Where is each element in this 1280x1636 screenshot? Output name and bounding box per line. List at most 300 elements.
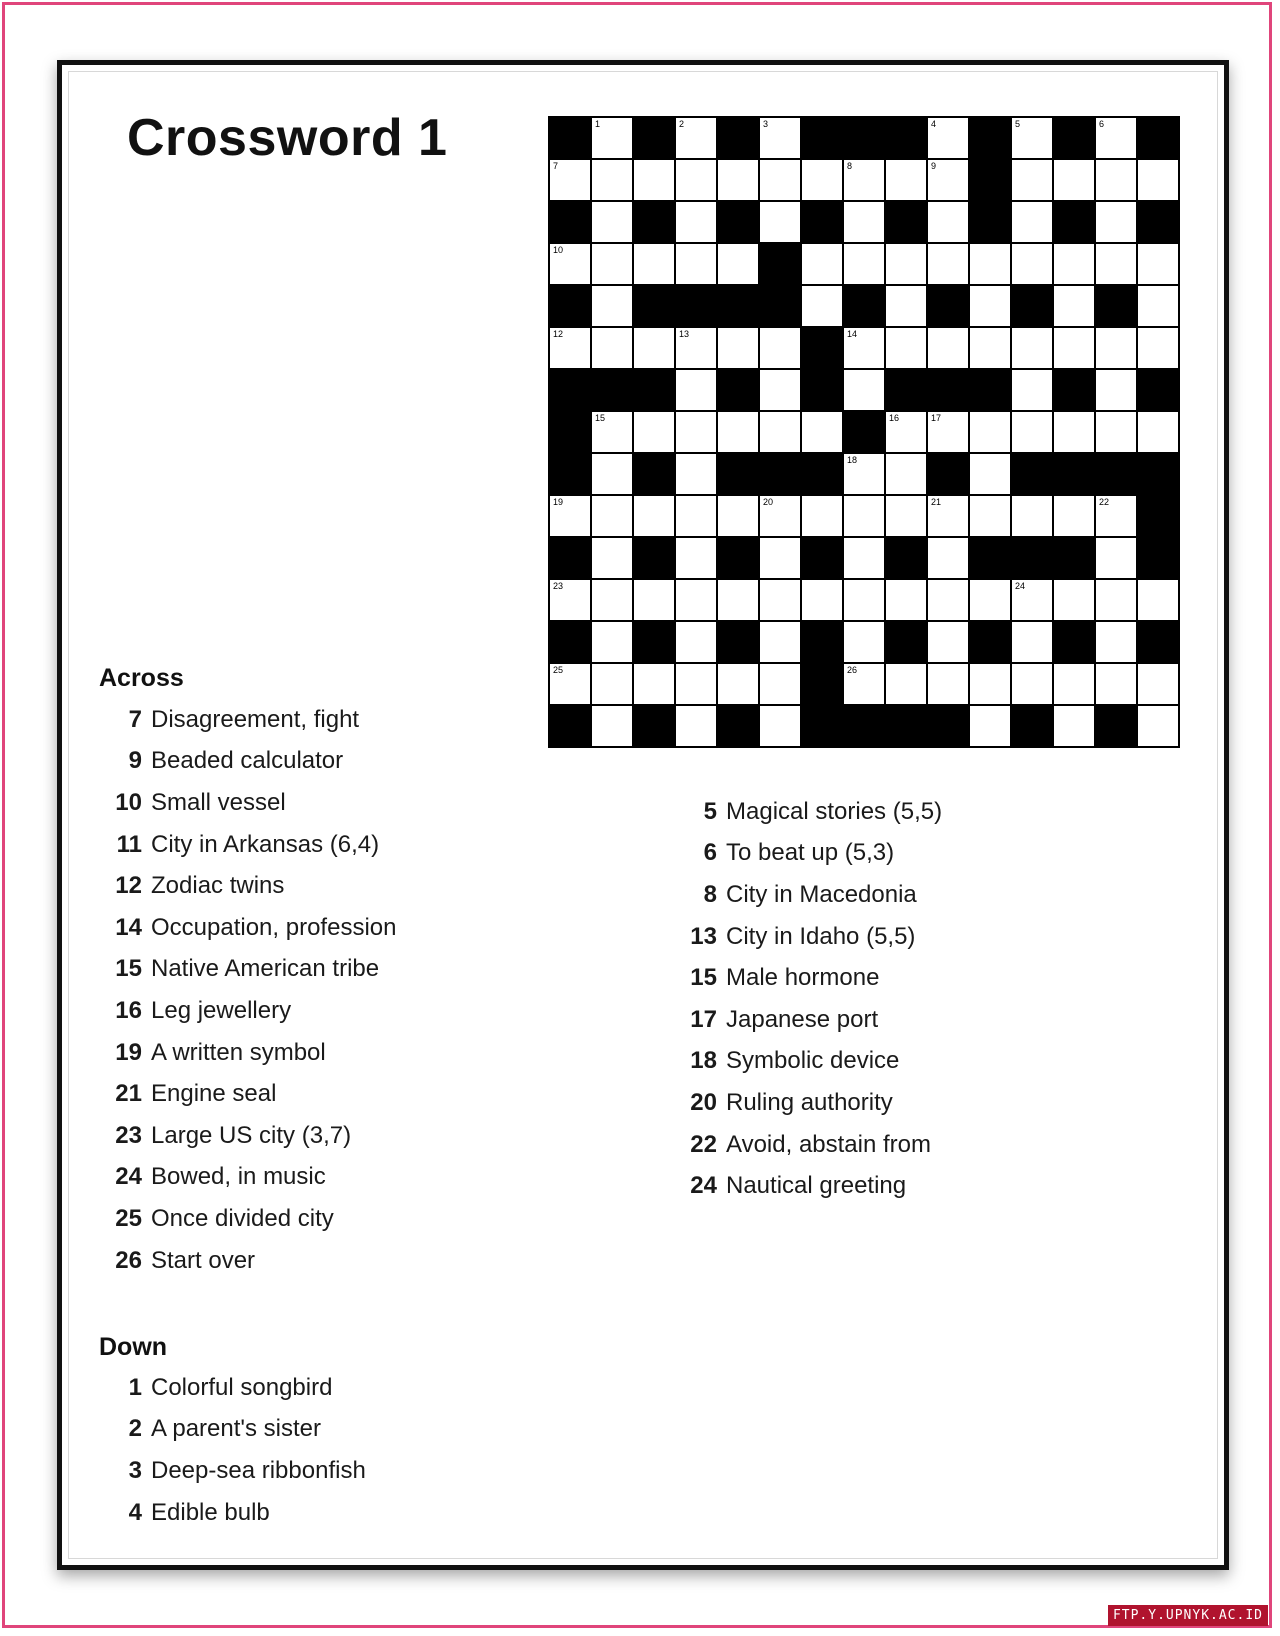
grid-clue-number: 12 — [553, 329, 564, 339]
grid-block-cell — [1137, 369, 1179, 411]
grid-answer-cell[interactable] — [1095, 243, 1137, 285]
clue-number: 24 — [115, 1163, 142, 1191]
grid-answer-cell[interactable] — [675, 369, 717, 411]
grid-answer-cell[interactable] — [1011, 201, 1053, 243]
grid-answer-cell[interactable] — [969, 663, 1011, 705]
grid-answer-cell[interactable] — [549, 159, 591, 201]
grid-answer-cell[interactable] — [1011, 369, 1053, 411]
clue-text: Deep-sea ribbonfish — [151, 1456, 366, 1484]
grid-block-cell — [927, 285, 969, 327]
grid-answer-cell[interactable] — [927, 537, 969, 579]
grid-answer-cell[interactable] — [675, 537, 717, 579]
grid-answer-cell[interactable] — [1137, 159, 1179, 201]
grid-answer-cell[interactable] — [843, 621, 885, 663]
grid-block-cell — [1011, 705, 1053, 747]
across-clue-list — [98, 699, 396, 1281]
clue-text: Start over — [151, 1246, 256, 1274]
grid-answer-cell[interactable] — [927, 411, 969, 453]
grid-answer-cell[interactable] — [927, 663, 969, 705]
grid-clue-number: 8 — [847, 161, 853, 171]
grid-answer-cell[interactable] — [843, 201, 885, 243]
grid-answer-cell[interactable] — [591, 663, 633, 705]
grid-answer-cell[interactable] — [591, 117, 633, 159]
grid-answer-cell[interactable] — [885, 285, 927, 327]
grid-answer-cell[interactable] — [633, 663, 675, 705]
clue-number: 9 — [128, 747, 142, 775]
grid-answer-cell[interactable] — [591, 537, 633, 579]
grid-block-cell — [1095, 453, 1137, 495]
grid-block-cell — [801, 537, 843, 579]
clue-number: 26 — [115, 1246, 142, 1274]
grid-answer-cell[interactable] — [675, 579, 717, 621]
grid-answer-cell[interactable] — [927, 117, 969, 159]
grid-answer-cell[interactable] — [969, 453, 1011, 495]
clue-item — [673, 1041, 942, 1083]
grid-answer-cell[interactable] — [759, 411, 801, 453]
down-heading: Down — [99, 1333, 168, 1361]
grid-answer-cell[interactable] — [885, 411, 927, 453]
grid-clue-number: 25 — [553, 665, 564, 675]
clue-item — [673, 791, 942, 833]
grid-block-cell — [969, 621, 1011, 663]
grid-answer-cell[interactable] — [843, 369, 885, 411]
grid-answer-cell[interactable] — [591, 579, 633, 621]
grid-answer-cell[interactable] — [885, 579, 927, 621]
clue-text: City in Idaho (5,5) — [726, 922, 916, 950]
grid-block-cell — [843, 285, 885, 327]
grid-block-cell — [801, 117, 843, 159]
clue-number: 1 — [128, 1373, 142, 1401]
grid-answer-cell[interactable] — [717, 579, 759, 621]
grid-answer-cell[interactable] — [591, 243, 633, 285]
across-heading: Across — [99, 664, 184, 692]
clue-number: 18 — [690, 1047, 717, 1075]
grid-answer-cell[interactable] — [1011, 243, 1053, 285]
grid-answer-cell[interactable] — [1011, 327, 1053, 369]
grid-answer-cell[interactable] — [633, 495, 675, 537]
grid-answer-cell[interactable] — [1095, 495, 1137, 537]
grid-block-cell — [717, 201, 759, 243]
grid-answer-cell[interactable] — [969, 705, 1011, 747]
clue-item — [673, 916, 942, 958]
clue-number: 24 — [690, 1172, 717, 1200]
grid-block-cell — [927, 453, 969, 495]
grid-answer-cell[interactable] — [927, 159, 969, 201]
clue-text: Ruling authority — [726, 1088, 893, 1116]
watermark-label: FTP.Y.UPNYK.AC.ID — [1108, 1605, 1268, 1626]
grid-answer-cell[interactable] — [675, 621, 717, 663]
grid-block-cell — [549, 201, 591, 243]
clue-number: 12 — [115, 872, 142, 900]
clue-text: A written symbol — [151, 1038, 326, 1066]
clue-number: 21 — [115, 1080, 142, 1108]
grid-block-cell — [1053, 621, 1095, 663]
grid-answer-cell[interactable] — [927, 327, 969, 369]
grid-block-cell — [549, 537, 591, 579]
grid-answer-cell[interactable] — [675, 705, 717, 747]
grid-block-cell — [927, 705, 969, 747]
grid-answer-cell[interactable] — [759, 621, 801, 663]
clue-number: 6 — [703, 839, 717, 867]
grid-answer-cell[interactable] — [591, 495, 633, 537]
grid-answer-cell[interactable] — [1095, 621, 1137, 663]
grid-answer-cell[interactable] — [885, 327, 927, 369]
clue-number: 10 — [115, 788, 142, 816]
grid-answer-cell[interactable] — [759, 369, 801, 411]
clue-item — [98, 1073, 396, 1115]
grid-answer-cell[interactable] — [885, 159, 927, 201]
grid-clue-number: 4 — [931, 119, 937, 129]
grid-answer-cell[interactable] — [591, 705, 633, 747]
grid-answer-cell[interactable] — [1095, 327, 1137, 369]
grid-answer-cell[interactable] — [927, 243, 969, 285]
grid-answer-cell[interactable] — [843, 159, 885, 201]
clue-text: Magical stories (5,5) — [726, 797, 943, 825]
clue-item — [98, 1198, 396, 1240]
grid-answer-cell[interactable] — [969, 285, 1011, 327]
clue-number: 5 — [703, 797, 717, 825]
clue-text: Large US city (3,7) — [151, 1121, 352, 1149]
grid-answer-cell[interactable] — [717, 243, 759, 285]
grid-block-cell — [801, 201, 843, 243]
clue-number: 25 — [115, 1204, 142, 1232]
grid-answer-cell[interactable] — [1137, 411, 1179, 453]
grid-answer-cell[interactable] — [675, 117, 717, 159]
clue-number: 14 — [115, 913, 142, 941]
grid-answer-cell[interactable] — [633, 243, 675, 285]
clue-text: Edible bulb — [151, 1498, 270, 1526]
grid-answer-cell[interactable] — [843, 663, 885, 705]
grid-block-cell — [1137, 495, 1179, 537]
grid-answer-cell[interactable] — [885, 495, 927, 537]
grid-block-cell — [1137, 453, 1179, 495]
grid-block-cell — [549, 117, 591, 159]
grid-block-cell — [633, 537, 675, 579]
grid-answer-cell[interactable] — [1011, 579, 1053, 621]
clue-item — [98, 1115, 396, 1157]
grid-block-cell — [717, 369, 759, 411]
grid-clue-number: 22 — [1099, 497, 1110, 507]
grid-answer-cell[interactable] — [927, 579, 969, 621]
clue-text: Avoid, abstain from — [726, 1130, 931, 1158]
grid-clue-number: 17 — [931, 413, 942, 423]
grid-block-cell — [969, 159, 1011, 201]
grid-answer-cell[interactable] — [1053, 663, 1095, 705]
grid-clue-number: 7 — [553, 161, 559, 171]
grid-block-cell — [1095, 705, 1137, 747]
grid-answer-cell[interactable] — [591, 621, 633, 663]
clue-number: 15 — [690, 964, 717, 992]
clue-number: 7 — [128, 705, 142, 733]
grid-answer-cell[interactable] — [801, 579, 843, 621]
grid-answer-cell[interactable] — [675, 201, 717, 243]
grid-block-cell — [717, 285, 759, 327]
clue-number: 17 — [690, 1005, 717, 1033]
grid-answer-cell[interactable] — [591, 453, 633, 495]
grid-answer-cell[interactable] — [591, 201, 633, 243]
clue-number: 20 — [690, 1088, 717, 1116]
grid-answer-cell[interactable] — [927, 621, 969, 663]
grid-answer-cell[interactable] — [1011, 411, 1053, 453]
grid-block-cell — [885, 369, 927, 411]
grid-answer-cell[interactable] — [1137, 243, 1179, 285]
clue-item — [98, 1157, 396, 1199]
grid-answer-cell[interactable] — [1137, 663, 1179, 705]
grid-answer-cell[interactable] — [675, 243, 717, 285]
grid-clue-number: 14 — [847, 329, 858, 339]
grid-clue-number: 20 — [763, 497, 774, 507]
grid-block-cell — [1053, 117, 1095, 159]
grid-answer-cell[interactable] — [969, 495, 1011, 537]
grid-answer-cell[interactable] — [633, 411, 675, 453]
grid-block-cell — [1011, 285, 1053, 327]
grid-block-cell — [759, 285, 801, 327]
clue-item — [98, 741, 396, 783]
clue-number: 3 — [128, 1456, 142, 1484]
grid-block-cell — [885, 621, 927, 663]
clue-item — [673, 874, 942, 916]
grid-clue-number: 1 — [595, 119, 601, 129]
grid-clue-number: 16 — [889, 413, 900, 423]
grid-answer-cell[interactable] — [1053, 411, 1095, 453]
clue-number: 19 — [115, 1038, 142, 1066]
grid-answer-cell[interactable] — [675, 453, 717, 495]
grid-answer-cell[interactable] — [759, 537, 801, 579]
grid-answer-cell[interactable] — [1137, 579, 1179, 621]
grid-answer-cell[interactable] — [1095, 537, 1137, 579]
grid-block-cell — [1137, 117, 1179, 159]
grid-answer-cell[interactable] — [759, 201, 801, 243]
grid-answer-cell[interactable] — [717, 411, 759, 453]
grid-block-cell — [549, 453, 591, 495]
grid-block-cell — [843, 411, 885, 453]
grid-answer-cell[interactable] — [1011, 621, 1053, 663]
grid-block-cell — [1053, 369, 1095, 411]
grid-answer-cell[interactable] — [969, 327, 1011, 369]
clue-number: 4 — [128, 1498, 142, 1526]
grid-block-cell — [801, 453, 843, 495]
grid-clue-number: 18 — [847, 455, 858, 465]
clue-text: Disagreement, fight — [151, 705, 360, 733]
grid-block-cell — [717, 453, 759, 495]
grid-block-cell — [885, 201, 927, 243]
grid-answer-cell[interactable] — [1053, 495, 1095, 537]
grid-clue-number: 10 — [553, 245, 564, 255]
grid-answer-cell[interactable] — [801, 243, 843, 285]
grid-answer-cell[interactable] — [969, 411, 1011, 453]
grid-answer-cell[interactable] — [633, 159, 675, 201]
clue-text: Engine seal — [151, 1080, 277, 1108]
grid-block-cell — [633, 621, 675, 663]
grid-answer-cell[interactable] — [759, 579, 801, 621]
grid-block-cell — [675, 285, 717, 327]
grid-block-cell — [549, 621, 591, 663]
grid-answer-cell[interactable] — [927, 495, 969, 537]
grid-answer-cell[interactable] — [843, 327, 885, 369]
clue-text: A parent's sister — [151, 1415, 321, 1443]
crossword-grid — [548, 116, 1180, 748]
grid-answer-cell[interactable] — [591, 285, 633, 327]
grid-answer-cell[interactable] — [549, 495, 591, 537]
grid-answer-cell[interactable] — [591, 411, 633, 453]
clue-text: Bowed, in music — [151, 1163, 326, 1191]
grid-answer-cell[interactable] — [1011, 117, 1053, 159]
clue-item — [673, 1165, 942, 1207]
grid-answer-cell[interactable] — [801, 159, 843, 201]
grid-block-cell — [843, 705, 885, 747]
clue-item — [673, 957, 942, 999]
grid-answer-cell[interactable] — [1053, 327, 1095, 369]
grid-answer-cell[interactable] — [843, 453, 885, 495]
grid-block-cell — [633, 705, 675, 747]
grid-answer-cell[interactable] — [1095, 159, 1137, 201]
clue-text: To beat up (5,3) — [726, 839, 895, 867]
grid-answer-cell[interactable] — [591, 159, 633, 201]
grid-answer-cell[interactable] — [843, 495, 885, 537]
grid-answer-cell[interactable] — [1137, 705, 1179, 747]
grid-answer-cell[interactable] — [1095, 369, 1137, 411]
grid-answer-cell[interactable] — [1137, 285, 1179, 327]
clue-item — [98, 699, 396, 741]
grid-answer-cell[interactable] — [801, 495, 843, 537]
grid-clue-number: 26 — [847, 665, 858, 675]
grid-answer-cell[interactable] — [1095, 117, 1137, 159]
grid-answer-cell[interactable] — [885, 453, 927, 495]
grid-answer-cell[interactable] — [927, 201, 969, 243]
clue-text: Nautical greeting — [726, 1172, 907, 1200]
clue-item — [98, 1492, 366, 1534]
clue-number: 23 — [115, 1121, 142, 1149]
grid-answer-cell[interactable] — [1011, 663, 1053, 705]
clue-item — [98, 782, 396, 824]
grid-answer-cell[interactable] — [801, 285, 843, 327]
grid-block-cell — [885, 705, 927, 747]
grid-answer-cell[interactable] — [759, 663, 801, 705]
grid-block-cell — [717, 621, 759, 663]
grid-answer-cell[interactable] — [1095, 411, 1137, 453]
grid-answer-cell[interactable] — [801, 411, 843, 453]
grid-block-cell — [885, 117, 927, 159]
grid-answer-cell[interactable] — [759, 117, 801, 159]
grid-answer-cell[interactable] — [675, 327, 717, 369]
clue-number: 13 — [690, 922, 717, 950]
grid-answer-cell[interactable] — [549, 663, 591, 705]
grid-answer-cell[interactable] — [759, 159, 801, 201]
grid-block-cell — [1011, 453, 1053, 495]
grid-answer-cell[interactable] — [1095, 579, 1137, 621]
grid-block-cell — [633, 117, 675, 159]
grid-answer-cell[interactable] — [759, 327, 801, 369]
grid-answer-cell[interactable] — [1137, 327, 1179, 369]
clue-number: 15 — [115, 955, 142, 983]
grid-answer-cell[interactable] — [675, 159, 717, 201]
grid-answer-cell[interactable] — [843, 579, 885, 621]
clue-number: 2 — [128, 1415, 142, 1443]
clue-item — [98, 824, 396, 866]
grid-answer-cell[interactable] — [1011, 159, 1053, 201]
clue-text: Occupation, profession — [151, 913, 397, 941]
grid-clue-number: 6 — [1099, 119, 1105, 129]
grid-answer-cell[interactable] — [1053, 159, 1095, 201]
grid-answer-cell[interactable] — [549, 327, 591, 369]
grid-answer-cell[interactable] — [591, 327, 633, 369]
grid-block-cell — [969, 201, 1011, 243]
grid-answer-cell[interactable] — [1053, 579, 1095, 621]
grid-answer-cell[interactable] — [717, 159, 759, 201]
clue-item — [98, 990, 396, 1032]
grid-answer-cell[interactable] — [1095, 663, 1137, 705]
clue-item — [673, 1124, 942, 1166]
grid-block-cell — [549, 369, 591, 411]
grid-answer-cell[interactable] — [885, 663, 927, 705]
clue-text: Male hormone — [726, 964, 880, 992]
grid-answer-cell[interactable] — [675, 495, 717, 537]
grid-block-cell — [633, 201, 675, 243]
grid-answer-cell[interactable] — [1053, 243, 1095, 285]
grid-answer-cell[interactable] — [633, 579, 675, 621]
clue-item — [673, 999, 942, 1041]
grid-answer-cell[interactable] — [969, 243, 1011, 285]
grid-clue-number: 15 — [595, 413, 606, 423]
grid-block-cell — [1137, 621, 1179, 663]
grid-clue-number: 2 — [679, 119, 685, 129]
grid-block-cell — [759, 243, 801, 285]
grid-answer-cell[interactable] — [969, 579, 1011, 621]
grid-block-cell — [1137, 537, 1179, 579]
grid-answer-cell[interactable] — [759, 495, 801, 537]
grid-clue-number: 3 — [763, 119, 769, 129]
grid-answer-cell[interactable] — [885, 243, 927, 285]
grid-answer-cell[interactable] — [675, 663, 717, 705]
grid-answer-cell[interactable] — [843, 537, 885, 579]
clue-text: Native American tribe — [151, 955, 380, 983]
clue-text: Small vessel — [151, 788, 286, 816]
grid-answer-cell[interactable] — [633, 327, 675, 369]
grid-answer-cell[interactable] — [717, 327, 759, 369]
grid-block-cell — [801, 327, 843, 369]
grid-block-cell — [717, 117, 759, 159]
grid-block-cell — [1053, 201, 1095, 243]
clue-text: Japanese port — [726, 1005, 879, 1033]
clue-text: City in Macedonia — [726, 880, 917, 908]
grid-answer-cell[interactable] — [549, 243, 591, 285]
grid-answer-cell[interactable] — [843, 243, 885, 285]
grid-block-cell — [1095, 285, 1137, 327]
grid-answer-cell[interactable] — [717, 495, 759, 537]
clue-item — [98, 907, 396, 949]
grid-answer-cell[interactable] — [1011, 495, 1053, 537]
grid-answer-cell[interactable] — [717, 663, 759, 705]
clue-text: Beaded calculator — [151, 747, 344, 775]
grid-block-cell — [1137, 201, 1179, 243]
clue-item — [673, 1082, 942, 1124]
clue-number: 16 — [115, 996, 142, 1024]
clue-item — [98, 1032, 396, 1074]
grid-answer-cell[interactable] — [1053, 705, 1095, 747]
grid-answer-cell[interactable] — [675, 411, 717, 453]
grid-clue-number: 13 — [679, 329, 690, 339]
grid-answer-cell[interactable] — [549, 579, 591, 621]
grid-block-cell — [549, 285, 591, 327]
grid-block-cell — [591, 369, 633, 411]
grid-block-cell — [633, 369, 675, 411]
grid-answer-cell[interactable] — [1095, 201, 1137, 243]
grid-answer-cell[interactable] — [759, 705, 801, 747]
grid-block-cell — [717, 537, 759, 579]
grid-answer-cell[interactable] — [1053, 285, 1095, 327]
grid-clue-number: 19 — [553, 497, 564, 507]
grid-clue-number: 23 — [553, 581, 564, 591]
